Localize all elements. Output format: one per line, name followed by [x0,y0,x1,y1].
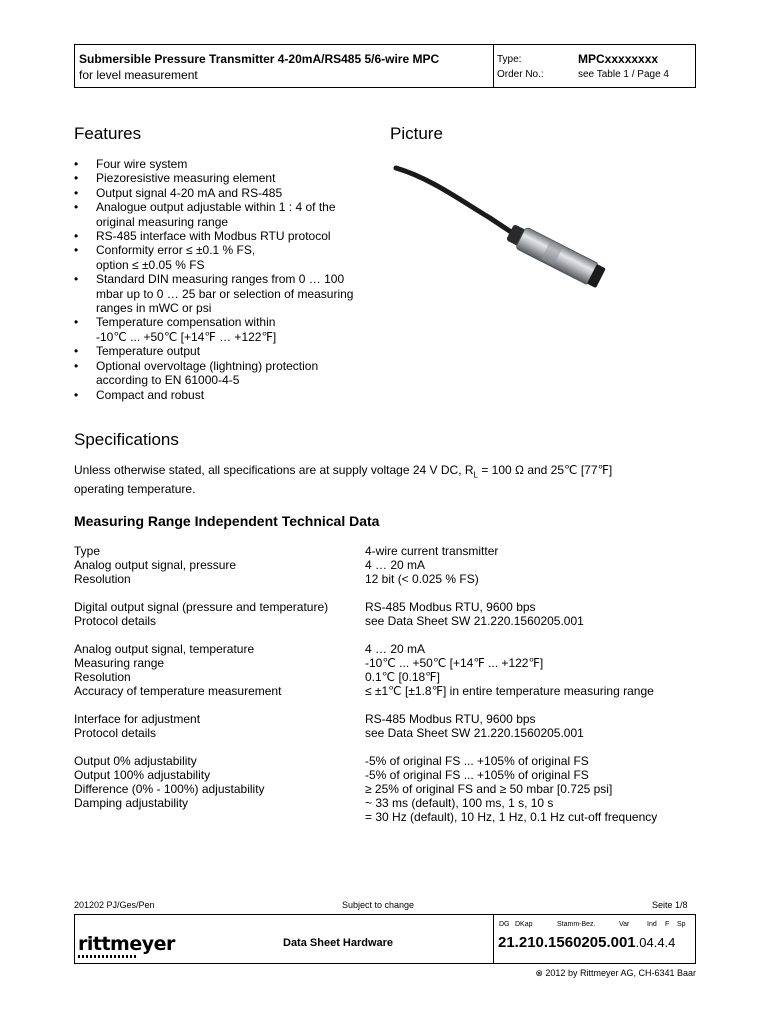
spec-value: = 30 Hz (default), 10 Hz, 1 Hz, 0.1 Hz cut-off frequency [365,810,658,824]
intro-text-a: Unless otherwise stated, all specifications are at supply voltage 24 V DC, R [74,463,474,477]
rittmeyer-logo: rittmeyer [78,933,175,955]
spec-value: 4 … 20 mA [365,558,426,572]
footer-page-number: Seite 1/8 [652,900,688,910]
feature-item: • Four wire system [74,157,374,171]
spec-group-labels [74,642,281,698]
spec-label: Interface for adjustment [74,712,201,726]
spec-label: Resolution [74,670,131,684]
spec-label: Type [74,544,101,558]
spec-group-values [365,642,654,698]
col-label: Ind [647,921,657,928]
order-value: see Table 1 / Page 4 [578,69,669,80]
spec-value: ~ 33 ms (default), 100 ms, 1 s, 10 s [365,796,554,810]
col-label: Sp [677,921,686,928]
spec-value: 4-wire current transmitter [365,544,499,558]
spec-value: 4 … 20 mA [365,642,426,656]
features-list [74,157,374,402]
spec-group-labels [74,600,328,628]
picture-heading: Picture [390,124,443,143]
header-divider [493,45,494,87]
intro-subscript: L [473,470,478,480]
type-label: Type: [497,54,522,65]
spec-label: Analog output signal, pressure [74,558,237,572]
spec-value: ≥ 25% of original FS and ≥ 50 mbar [0.725 psi] [365,782,613,796]
footer-box [74,914,696,964]
col-label: DG [499,921,510,928]
spec-value: ≤ ±1℃ [±1.8℉] in entire temperature measuring range [365,684,654,698]
technical-data-heading: Measuring Range Independent Technical Data [74,513,380,529]
document-subtitle: for level measurement [79,68,198,82]
spec-label: Digital output signal (pressure and temperature) [74,600,329,614]
document-number-suffix: .04.4.4 [635,935,676,950]
footer-revision: 201202 PJ/Ges/Pen [74,900,155,910]
order-label: Order No.: [497,69,544,80]
feature-item: • Compact and robust [74,388,374,402]
feature-item: • Optional overvoltage (lightning) protection according to EN 61000-4-5 [74,359,356,388]
header-box [74,44,696,88]
feature-item: • Temperature compensation within -10℃ ... +50℃ [+14℉ … +122℉] [74,315,306,344]
spec-group-values [365,600,584,628]
spec-label: Protocol details [74,726,157,740]
spec-label: Output 0% adjustability [74,754,197,768]
spec-label: Damping adjustability [74,796,189,810]
features-heading: Features [74,124,142,143]
feature-item: • Standard DIN measuring ranges from 0 … 100 mbar up to 0 … 25 bar or selection of measuring ranges in mWC or psi [74,272,366,315]
spec-value: 0.1℃ [0.18℉] [365,670,440,684]
document-number [498,934,675,952]
spec-label: Output 100% adjustability [74,768,211,782]
spec-label: Difference (0% - 100%) adjustability [74,782,265,796]
spec-group-values [365,754,657,824]
spec-label: Analog output signal, temperature [74,642,255,656]
spec-value: -5% of original FS ... +105% of original FS [365,768,589,782]
intro-text-b: = 100 Ω and 25℃ [77℉] [477,463,613,477]
document-type: Data Sheet Hardware [283,937,394,949]
footer-divider [493,915,494,963]
document-number-main: 21.210.1560205.001 [498,934,636,951]
spec-group-labels [74,544,236,586]
feature-item: • Piezoresistive measuring element [74,171,374,185]
spec-value: RS-485 Modbus RTU, 9600 bps [365,600,536,614]
logo-stripe [78,955,138,958]
intro-text-c: operating temperature. [74,482,196,497]
spec-value: RS-485 Modbus RTU, 9600 bps [365,712,536,726]
col-label: DKap [515,921,533,928]
spec-label: Resolution [74,572,131,586]
copyright: ⊗ 2012 by Rittmeyer AG, CH-6341 Baar [535,968,696,978]
spec-group-values [365,544,498,586]
feature-item: • Analogue output adjustable within 1 : 4 of the original measuring range [74,200,356,229]
spec-value: 12 bit (< 0.025 % FS) [365,572,479,586]
pressure-transmitter-image [390,160,610,310]
spec-group-labels [74,754,265,824]
col-label: F [665,921,670,928]
spec-label: Accuracy of temperature measurement [74,684,282,698]
feature-item: • Temperature output [74,344,374,358]
spec-label: Protocol details [74,614,157,628]
spec-value: see Data Sheet SW 21.220.1560205.001 [365,614,584,628]
type-value: MPCxxxxxxxx [578,52,659,66]
col-label: Stamm-Bez. [557,921,596,928]
specifications-intro [74,463,696,496]
feature-item: • Conformity error ≤ ±0.1 % FS, option ≤ ±0.05 % FS [74,243,276,272]
spec-group-labels [74,712,200,740]
spec-group-values [365,712,584,740]
spec-value: -5% of original FS ... +105% of original FS [365,754,589,768]
footer-subject-to-change: Subject to change [342,900,415,910]
document-title: Submersible Pressure Transmitter 4-20mA/RS485 5/6-wire MPC [79,52,440,66]
spec-value: see Data Sheet SW 21.220.1560205.001 [365,726,584,740]
spec-label [74,810,265,824]
spec-value: -10℃ ... +50℃ [+14℉ ... +122℉] [365,656,544,670]
col-label: Var [619,921,630,928]
spec-label: Measuring range [74,656,165,670]
feature-item: • Output signal 4-20 mA and RS-485 [74,186,374,200]
specifications-heading: Specifications [74,430,179,449]
feature-item: • RS-485 interface with Modbus RTU protocol [74,229,374,243]
